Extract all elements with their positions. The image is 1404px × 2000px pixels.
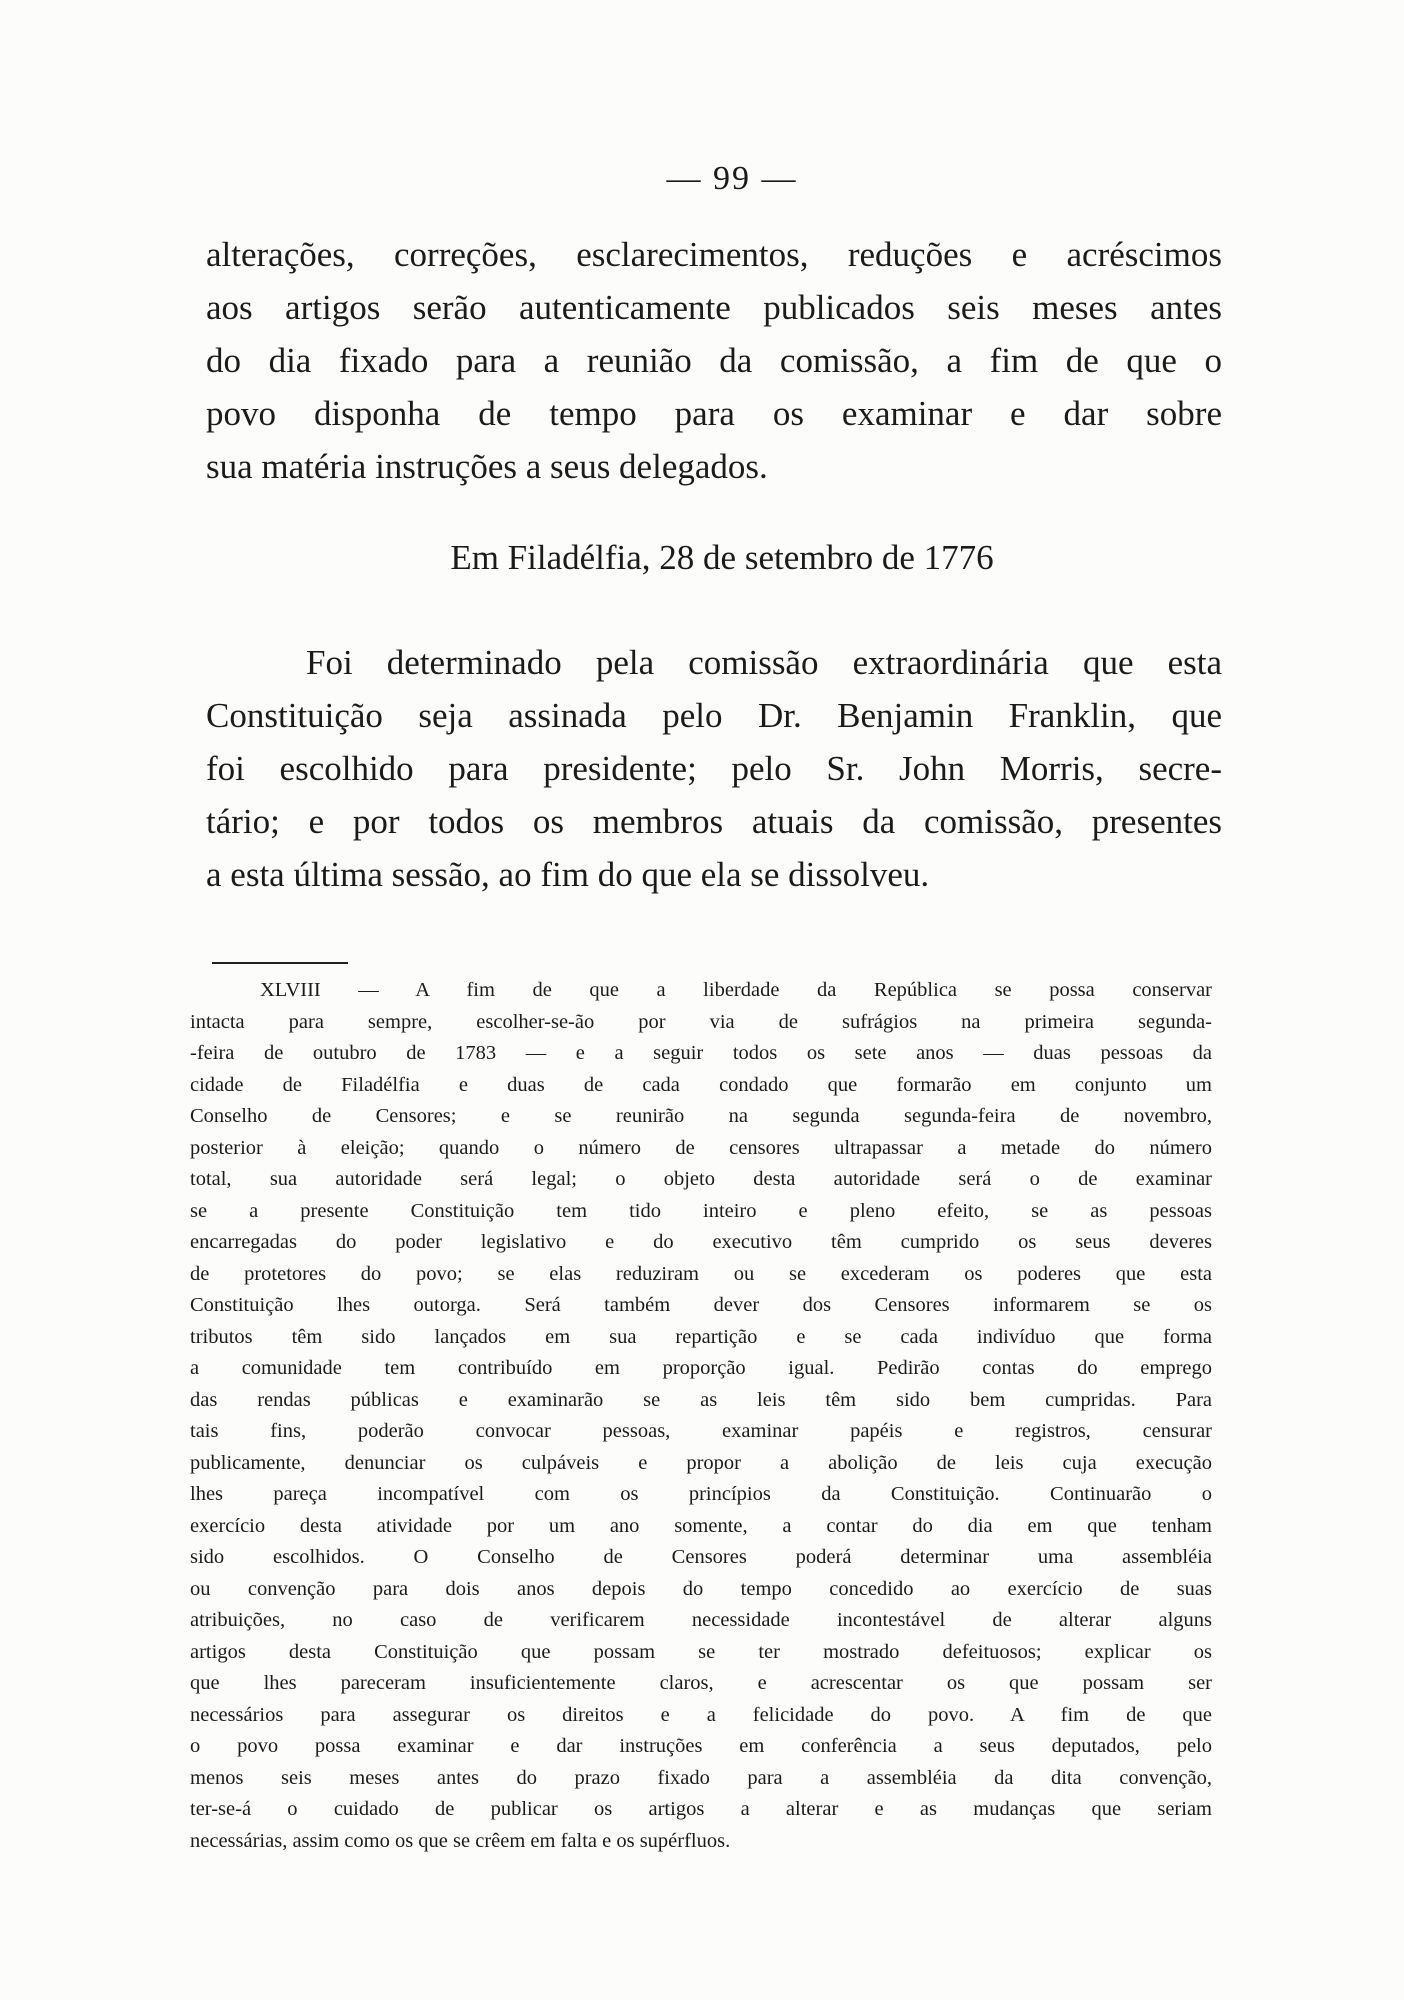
footnote-line: necessárias, assim como os que se crêem em falta e os supérfluos. <box>190 1829 731 1852</box>
paragraph-2-line: Constituição seja assinada pelo Dr. Benjamin Franklin, que <box>206 696 1222 735</box>
paragraph-2-line: Foi determinado pela comissão extraordinária que esta <box>306 643 1222 682</box>
footnote-line: ou convenção para dois anos depois do tempo concedido ao exercício de suas <box>190 1577 1212 1600</box>
paragraph-1-line: do dia fixado para a reunião da comissão, a fim de que o <box>206 341 1222 380</box>
paragraph-1-line: aos artigos serão autenticamente publicados seis meses antes <box>206 288 1222 327</box>
footnote-separator <box>212 962 348 964</box>
footnote-line: ter-se-á o cuidado de publicar os artigos a alterar e as mudanças que seriam <box>190 1798 1212 1820</box>
footnote-line: se a presente Constituição tem tido inteiro e pleno efeito, se as pessoas <box>190 1199 1212 1222</box>
footnote-line: artigos desta Constituição que possam se ter mostrado defeituosos; explicar os <box>190 1640 1212 1663</box>
paragraph-1 <box>206 228 1222 493</box>
page-number: — 99 — <box>666 160 798 197</box>
footnote-line: publicamente, denunciar os culpáveis e propor a abolição de leis cuja execução <box>190 1451 1212 1474</box>
footnote-line: encarregadas do poder legislativo e do executivo têm cumprido os seus deveres <box>190 1231 1212 1253</box>
dateline: Em Filadélfia, 28 de setembro de 1776 <box>450 538 994 577</box>
paragraph-2-line: tário; e por todos os membros atuais da comissão, presentes <box>206 802 1222 841</box>
footnote-line: o povo possa examinar e dar instruções em conferência a seus deputados, pelo <box>190 1735 1212 1757</box>
footnote-line: cidade de Filadélfia e duas de cada condado que formarão em conjunto um <box>190 1073 1212 1096</box>
footnote-line: intacta para sempre, escolher-se-ão por via de sufrágios na primeira segunda- <box>190 1010 1212 1033</box>
paragraph-1-line: alterações, correções, esclarecimentos, reduções e acréscimos <box>206 235 1222 274</box>
paragraph-2 <box>206 636 1222 901</box>
footnote-line: tributos têm sido lançados em sua repartição e se cada indivíduo que forma <box>190 1325 1212 1348</box>
footnote-line: posterior à eleição; quando o número de censores ultrapassar a metade do número <box>190 1136 1212 1159</box>
footnote-line: total, sua autoridade será legal; o objeto desta autoridade será o de examinar <box>190 1168 1212 1190</box>
footnote-line: atribuições, no caso de verificarem necessidade incontestável de alterar alguns <box>190 1609 1212 1631</box>
footnote-line: Constituição lhes outorga. Será também dever dos Censores informarem se os <box>190 1294 1212 1316</box>
footnote-line: a comunidade tem contribuído em proporção igual. Pedirão contas do emprego <box>190 1357 1212 1379</box>
footnote-line: tais fins, poderão convocar pessoas, examinar papéis e registros, censurar <box>190 1420 1212 1442</box>
paragraph-1-line: povo disponha de tempo para os examinar e dar sobre <box>206 394 1222 433</box>
footnote <box>190 975 1212 1857</box>
footnote-line: -feira de outubro de 1783 — e a seguir todos os sete anos — duas pessoas da <box>190 1042 1212 1064</box>
footnote-line: XLVIII — A fim de que a liberdade da República se possa conservar <box>260 979 1212 1001</box>
footnote-line: que lhes pareceram insuficientemente claros, e acrescentar os que possam ser <box>190 1672 1212 1694</box>
paragraph-2-line: a esta última sessão, ao fim do que ela se dissolveu. <box>206 855 930 894</box>
footnote-line: sido escolhidos. O Conselho de Censores poderá determinar uma assembléia <box>190 1546 1212 1568</box>
footnote-line: necessários para assegurar os direitos e a felicidade do povo. A fim de que <box>190 1703 1212 1726</box>
footnote-line: Conselho de Censores; e se reunirão na segunda segunda-feira de novembro, <box>190 1105 1212 1127</box>
footnote-line: das rendas públicas e examinarão se as leis têm sido bem cumpridas. Para <box>190 1388 1212 1411</box>
paragraph-1-line: sua matéria instruções a seus delegados. <box>206 447 768 486</box>
footnote-line: lhes pareça incompatível com os princípios da Constituição. Continuarão o <box>190 1483 1212 1505</box>
paragraph-2-line: foi escolhido para presidente; pelo Sr. John Morris, secre- <box>206 749 1222 788</box>
footnote-line: menos seis meses antes do prazo fixado para a assembléia da dita convenção, <box>190 1766 1212 1789</box>
footnote-line: de protetores do povo; se elas reduziram ou se excederam os poderes que esta <box>190 1262 1212 1285</box>
footnote-line: exercício desta atividade por um ano somente, a contar do dia em que tenham <box>190 1514 1212 1537</box>
